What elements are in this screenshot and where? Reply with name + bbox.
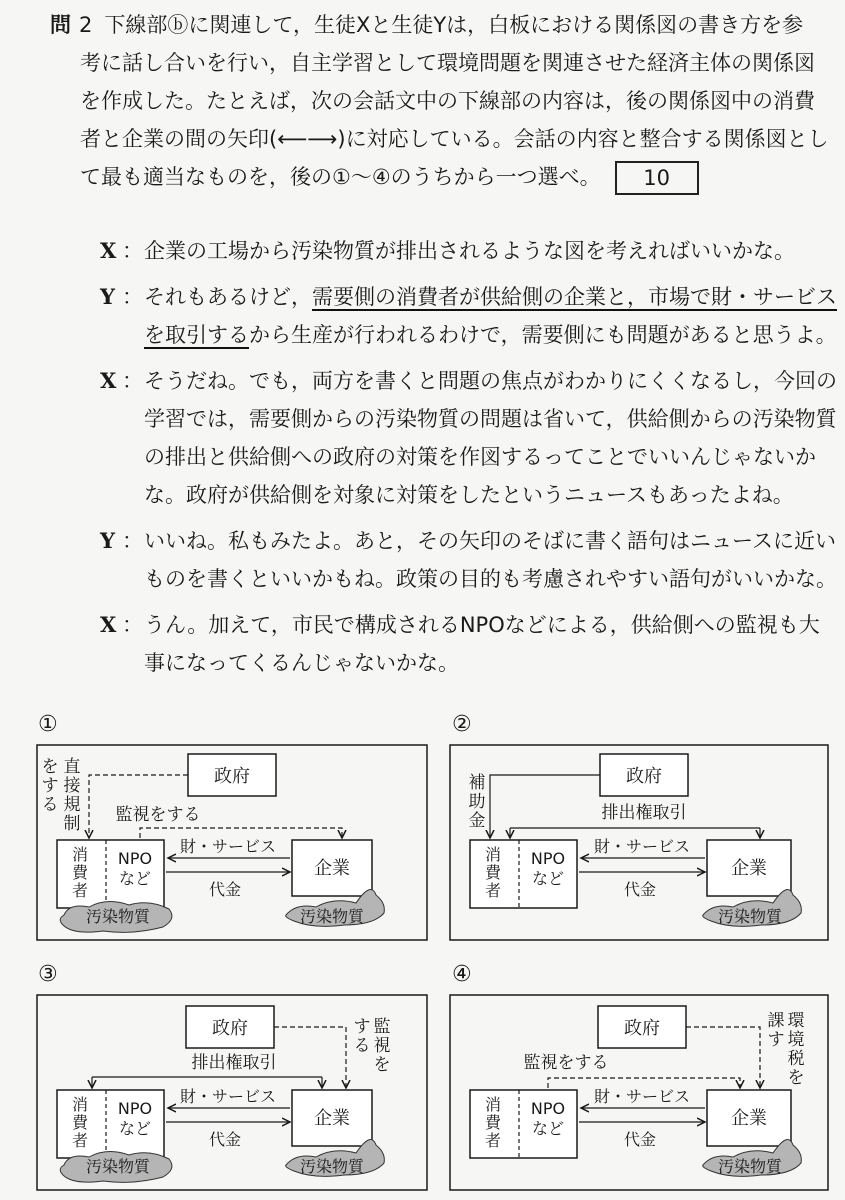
option-1-label[interactable]: ①: [38, 712, 58, 737]
question-line-3: を作成した。たとえば，次の会話文中の下線部の内容は，後の関係図中の消費: [80, 89, 815, 113]
underlined-text: 需要側の消費者が供給側の企業と，市場で財・サービス: [312, 285, 837, 309]
dialogue-text: それもあるけど，: [144, 285, 312, 309]
npo-label-2: など: [531, 869, 565, 888]
government-label: 政府: [626, 766, 662, 787]
diagram-3: [37, 995, 427, 1190]
env-tax-col1: 環境税を: [787, 1011, 805, 1088]
dialogue-line: 学習では，需要側からの汚染物質の問題は省いて，供給側からの汚染物質: [144, 407, 837, 431]
government-label: 政府: [214, 766, 250, 787]
question-line-2: 考に話し合いを行い，自主学習として環境問題を関連させた経済主体の関係図: [80, 51, 815, 75]
company-label: 企業: [314, 858, 350, 879]
option-2-label[interactable]: ②: [452, 712, 472, 737]
company-label: 企業: [314, 1108, 350, 1129]
pollutant-label: 汚染物質: [85, 1157, 151, 1176]
npo-label: NPO: [117, 849, 153, 868]
pollutant-label: 汚染物質: [299, 907, 365, 926]
npo-label: NPO: [117, 1099, 153, 1118]
dialogue-line: な。政府が供給側を対象に対策をしたというニュースもあったよね。: [144, 483, 794, 507]
emission-label: 排出権取引: [191, 1053, 277, 1073]
speaker-label: Y: [100, 528, 115, 553]
pollutant-label: 汚染物質: [717, 907, 783, 926]
speaker-label: X: [100, 238, 117, 263]
money-label: 代金: [623, 1130, 657, 1149]
consumer-label: 消費者: [71, 1095, 89, 1150]
goods-label: 財・サービス: [593, 1087, 691, 1106]
diagram-2: [450, 745, 828, 940]
company-label: 企業: [731, 858, 767, 879]
goods-label: 財・サービス: [593, 837, 691, 856]
direct-reg-col2: をする: [41, 757, 59, 815]
option-3-label[interactable]: ③: [38, 962, 58, 987]
company-label: 企業: [731, 1108, 767, 1129]
government-label: 政府: [212, 1018, 248, 1039]
direct-reg-col1: 直接規制: [63, 757, 81, 834]
speaker-label: X: [100, 368, 117, 393]
goods-label: 財・サービス: [179, 1087, 277, 1106]
colon: ：: [122, 239, 143, 263]
question-line-4: 者と企業の間の矢印(⟵⟶)に対応している。会話の内容と整合する関係図とし: [80, 127, 829, 151]
money-label: 代金: [208, 880, 242, 899]
pollutant-label: 汚染物質: [717, 1157, 783, 1176]
dialogue-line: 企業の工場から汚染物質が排出されるような図を考えればいいかな。: [144, 239, 795, 263]
monitor-col1: 監視を: [373, 1017, 391, 1075]
npo-label: NPO: [530, 1099, 566, 1118]
monitor-label: 監視をする: [523, 1053, 609, 1073]
dialogue-line: ものを書くといいかもね。政策の目的も考慮されやすい語句がいいかな。: [144, 567, 837, 591]
dialogue-text: から生産が行われるわけで，需要側にも問題があると思うよ。: [249, 323, 837, 347]
dialogue-line: の排出と供給側への政府の対策を作図するってことでいいんじゃないか: [144, 445, 816, 469]
answer-box[interactable]: 10: [615, 161, 699, 195]
env-tax-arrow: [686, 1027, 760, 1088]
pollutant-label: 汚染物質: [85, 907, 151, 926]
env-tax-col2: 課す: [767, 1011, 785, 1050]
goods-label: 財・サービス: [179, 837, 277, 856]
question-line-1: 下線部ⓑに関連して，生徒Xと生徒Yは，白板における関係図の書き方を参: [104, 13, 804, 37]
consumer-label: 消費者: [484, 845, 502, 900]
dialogue-line: 事になってくるんじゃないかな。: [144, 651, 459, 675]
subsidy-label: 補助金: [468, 773, 486, 831]
question-sub: 2: [79, 13, 93, 37]
dialogue-line: うん。加えて，市民で構成されるNPOなどによる，供給側への監視も大: [144, 613, 820, 637]
government-label: 政府: [624, 1018, 660, 1039]
diagram-1: [37, 745, 427, 940]
monitor-col2: する: [353, 1017, 371, 1056]
monitor-arrow: [274, 1027, 346, 1088]
colon: ：: [122, 613, 143, 637]
consumer-label: 消費者: [71, 845, 89, 900]
npo-label-2: など: [118, 869, 152, 888]
speaker-label: Y: [100, 284, 115, 309]
emission-label: 排出権取引: [601, 803, 687, 823]
dialogue-line: そうだね。でも，両方を書くと問題の焦点がわかりにくくなるし，今回の: [144, 369, 837, 393]
money-label: 代金: [623, 880, 657, 899]
option-4-label[interactable]: ④: [452, 962, 472, 987]
colon: ：: [122, 285, 143, 309]
speaker-label: X: [100, 612, 117, 637]
colon: ：: [122, 369, 143, 393]
pollutant-label: 汚染物質: [299, 1157, 365, 1176]
money-label: 代金: [208, 1130, 242, 1149]
question-line-5: て最も適当なものを，後の①～④のうちから一つ選べ。: [80, 165, 601, 189]
underlined-text: を取引する: [144, 323, 249, 347]
npo-label: NPO: [530, 849, 566, 868]
npo-label-2: など: [531, 1119, 565, 1138]
colon: ：: [122, 529, 143, 553]
dialogue-line: いいね。私もみたよ。あと，その矢印のそばに書く語句はニュースに近い: [144, 529, 836, 553]
question-number: 問: [50, 13, 71, 37]
npo-label-2: など: [118, 1119, 152, 1138]
monitor-label: 監視をする: [115, 805, 201, 825]
consumer-label: 消費者: [484, 1095, 502, 1150]
diagram-4: [450, 995, 828, 1190]
